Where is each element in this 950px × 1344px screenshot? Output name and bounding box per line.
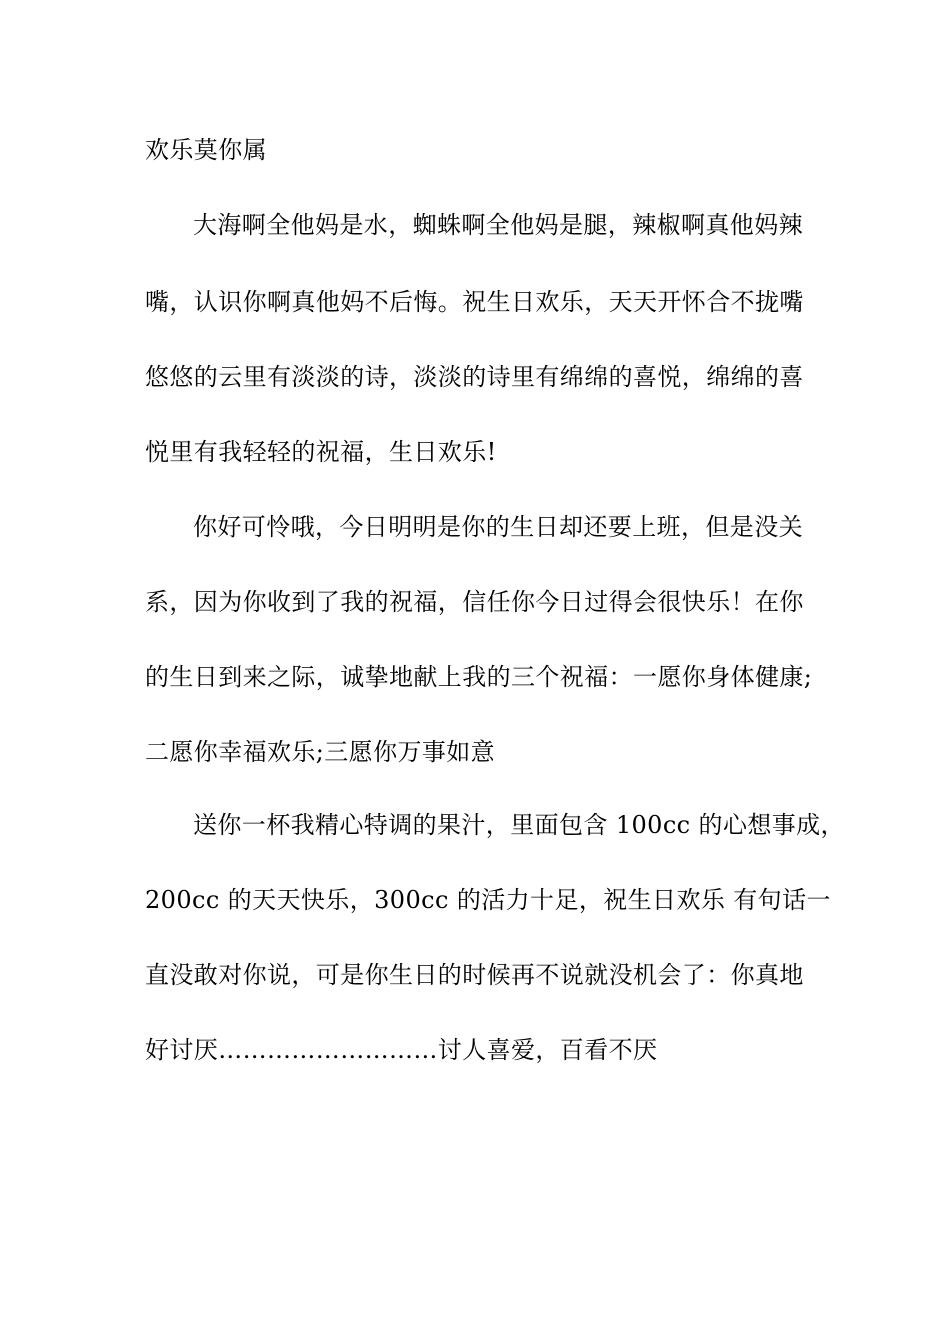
text-line: 你好可怜哦，今日明明是你的生日却还要上班，但是没关	[193, 513, 803, 541]
text-line: 的生日到来之际，诚挚地献上我的三个祝福：一愿你身体健康;	[145, 663, 813, 691]
text-line: 送你一杯我精心特调的果汁，里面包含 100cc 的心想事成，	[193, 811, 845, 839]
text-line: 好讨厌………………………讨人喜爱，百看不厌	[145, 1036, 658, 1064]
text-line: 二愿你幸福欢乐;三愿你万事如意	[145, 738, 496, 766]
text-line: 系，因为你收到了我的祝福，信任你今日过得会很快乐！在你	[145, 588, 804, 616]
text-line: 直没敢对你说，可是你生日的时候再不说就没机会了：你真地	[145, 961, 804, 989]
text-line: 大海啊全他妈是水，蜘蛛啊全他妈是腿，辣椒啊真他妈辣	[193, 211, 803, 239]
text-line: 嘴，认识你啊真他妈不后悔。祝生日欢乐，天天开怀合不拢嘴	[145, 288, 804, 316]
text-line: 悠悠的云里有淡淡的诗，淡淡的诗里有绵绵的喜悦，绵绵的喜	[145, 363, 804, 391]
paragraph-title: 欢乐莫你属	[145, 136, 267, 164]
text-line: 200cc 的天天快乐，300cc 的活力十足，祝生日欢乐 有句话一	[145, 886, 831, 914]
text-line: 悦里有我轻轻的祝福，生日欢乐!	[145, 438, 497, 466]
